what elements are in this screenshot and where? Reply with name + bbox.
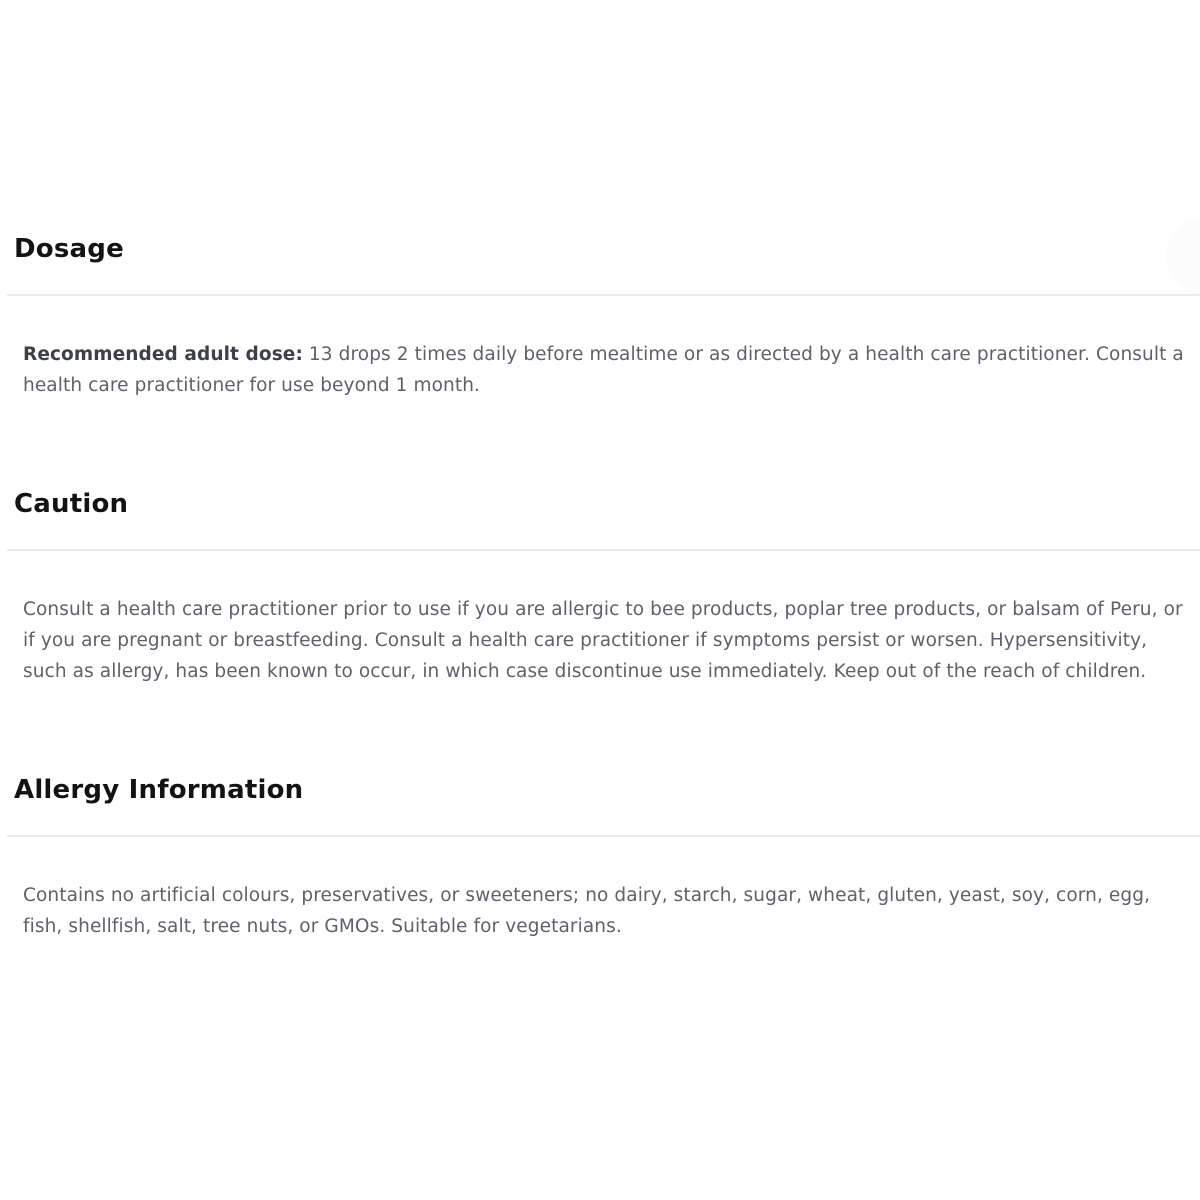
section-caution (0, 488, 1200, 687)
caution-body-text: Consult a health care practitioner prior to use if you are allergic to bee products, poplar tree products, or balsam of Peru, or if you are pregnant or breastfeeding. Consult a health care practitioner if symptoms persist or worsen. Hypersensitivity, such as allergy, has been known to occur, in which case discontinue use immediately. Keep out of the reach of children. (23, 599, 1183, 682)
dosage-section-body (23, 339, 1184, 401)
product-info-content (0, 233, 1200, 1029)
section-allergy-information (0, 774, 1200, 942)
allergy-information-body-text: Contains no artificial colours, preservatives, or sweeteners; no dairy, starch, sugar, wheat, gluten, yeast, soy, corn, egg, fish, shellfish, salt, tree nuts, or GMOs. Suitable for vegetarians. (23, 885, 1151, 937)
dosage-section-title: Dosage (14, 234, 124, 264)
section-dosage (0, 233, 1200, 401)
caution-section-title: Caution (14, 489, 129, 519)
section-divider (7, 549, 1200, 551)
dosage-lead-label: Recommended adult dose: (23, 344, 303, 365)
section-divider (7, 835, 1200, 837)
section-divider (7, 294, 1200, 296)
allergy-information-section-title: Allergy Information (14, 775, 304, 805)
dosage-body-text: 13 drops 2 times daily before mealtime or as directed by a health care practitioner. Consult a health care practitioner for use beyond 1 month. (23, 344, 1184, 396)
